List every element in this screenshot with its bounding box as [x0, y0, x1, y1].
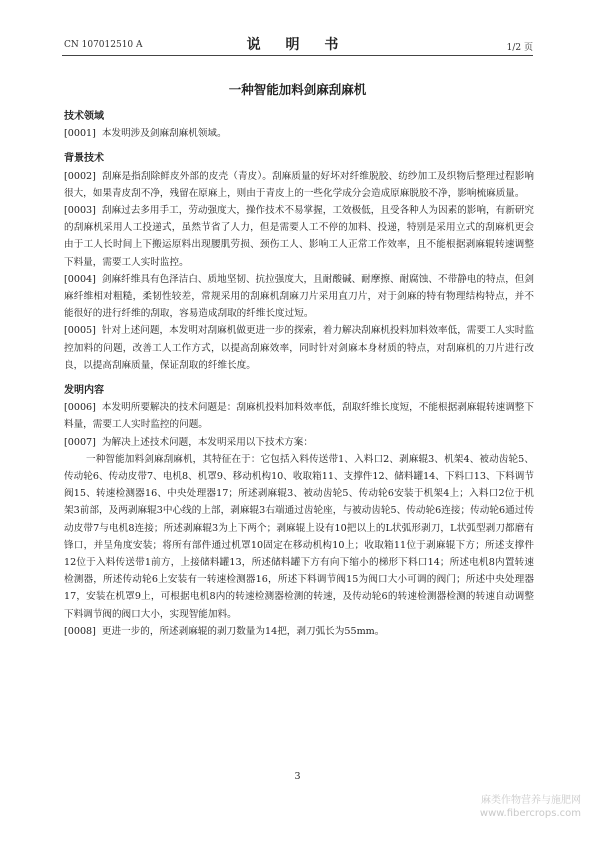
paragraph-number: [0004]: [64, 273, 96, 285]
paragraph-number: [0005]: [64, 325, 96, 337]
paragraph-text: 本发明涉及剑麻刮麻机领域。: [101, 128, 227, 140]
paragraph-text: 更进一步的，所述剥麻辊的剥刀数量为14把，剥刀弧长为55mm。: [101, 625, 385, 637]
watermark: [480, 794, 581, 820]
paragraph-text: 为解决上述技术问题，本发明采用以下技术方案：: [101, 436, 313, 448]
paragraph-number: [0002]: [64, 170, 96, 182]
paragraph-text: 刮麻过去多用手工，劳动强度大，操作技术不易掌握，工效极低，且受各种人为因素的影响，有新研究的刮麻机采用人工投递式，虽然节省了人力，但是需要人工不停的加料、投递，特别是采用立式的刮麻机更会由于工人长时间上下搬运原料出现腰肌劳损、颈伤工人、影响工人正常工作效率，且不能根据剥麻辊转速调整下料量，需要工人实时监控。: [64, 205, 534, 268]
page-number: 3: [294, 771, 301, 782]
page-info: 1/2 页: [506, 43, 533, 53]
paragraph-0001: [64, 125, 534, 142]
paragraph-0005: [64, 322, 534, 374]
patent-number: CN 107012510 A: [64, 40, 143, 50]
paragraph-text: 刮麻是指刮除鲜皮外部的皮壳（青皮）。刮麻质量的好坏对纤维脱胶、纺纱加工及织物后整理过程影响很大，如果青皮刮不净，残留在原麻上，则由于青皮上的一些化学成分会造成原麻脱胶不净，影响梳麻质量。: [64, 170, 534, 199]
section-heading-technical-field: 技术领域: [64, 111, 104, 122]
paragraph-0006: [64, 399, 534, 433]
paragraph-number: [0006]: [64, 402, 96, 414]
paragraph-0007: [64, 434, 534, 451]
paragraph-text: 剑麻纤维具有色泽洁白、质地坚韧、抗拉强度大，且耐酸碱、耐摩擦、耐腐蚀、不带静电的特点，但剑麻纤维相对粗糙，柔韧性较差，常规采用的刮麻机刮麻刀片采用直刀片，对于剑麻的特有物理结构特点，并不能很好的进行纤维的刮取，容易造成刮取的纤维长度过短。: [64, 273, 534, 320]
paragraph-number: [0003]: [64, 205, 96, 217]
paragraph-text: 本发明所要解决的技术问题是：刮麻机投料加料效率低，刮取纤维长度短，不能根据剥麻辊转速调整下料量，需要工人实时监控的问题。: [64, 402, 534, 431]
invention-title: 一种智能加料剑麻刮麻机: [228, 82, 367, 97]
section-heading-background: 背景技术: [64, 153, 104, 165]
technical-solution-text: 一种智能加料剑麻刮麻机，其特征在于：它包括入料传送带1、入料口2、剥麻辊3、机架4、被动齿轮5、传动轮6、传动皮带7、电机8、机罩9、移动机构10、收取箱11、支撑件12、储料罐14、下料口13、下料调节阀15、转速检测器16、中央处理器17；所述剥麻辊3、被动齿轮5、传动轮6安装于机架4上；入料口2位于机架3前部，及两剥麻辊3中心线的上部，剥麻辊3右端通过齿轮座，与被动齿轮5、传动轮6连接；传动轮6通过传动皮带7与电机8连接；所述剥麻辊3为上下两个；剥麻辊上设有10把以上的L状弧形剥刀，L状弧型剥刀都磨有锋口，并呈角度安装；将所有部件通过机罩10固定在移动机构10上；收取箱11位于剥麻辊下方；所述支撑件12位于入料传送带1前方，上接储料罐13，所述储料罐下方有向下缩小的梯形下料口14；所述电机8内置转速检测器，所述传动轮6上安装有一转速检测器16，所述下料调节阀15为阀口大小可调的阀门；所述中央处理器17，安装在机罩9上，可根据电机8内的转速检测器检测的转速，及传动轮6的转速检测器检测的转速自动调整下料调节阀的阀口大小，实现智能加料。: [64, 453, 534, 620]
paragraph-number: [0008]: [64, 625, 96, 637]
document-body: [64, 108, 534, 640]
paragraph-0003: [64, 202, 534, 271]
section-heading-summary: 发明内容: [64, 385, 104, 397]
document-type-title: 说 明 书: [246, 37, 349, 53]
paragraph-number: [0007]: [64, 436, 96, 448]
watermark-name: 麻类作物营养与施肥网: [481, 795, 581, 806]
paragraph-0004: [64, 271, 534, 323]
header-divider: [62, 55, 533, 56]
paragraph-text: 针对上述问题，本发明对刮麻机做更进一步的探索，着力解决刮麻机投料加料效率低，需要工人实时监控加料的问题，改善工人工作方式，以提高刮麻效率，同时针对剑麻本身材质的特点，对刮麻机的刀片进行改良，以提高刮麻质量，保证刮取的纤维长度。: [64, 325, 534, 371]
paragraph-0008: [64, 623, 534, 640]
paragraph-0002: [64, 168, 534, 202]
watermark-url: www.fibercrops.com: [479, 808, 581, 819]
paragraph-number: [0001]: [64, 128, 96, 140]
